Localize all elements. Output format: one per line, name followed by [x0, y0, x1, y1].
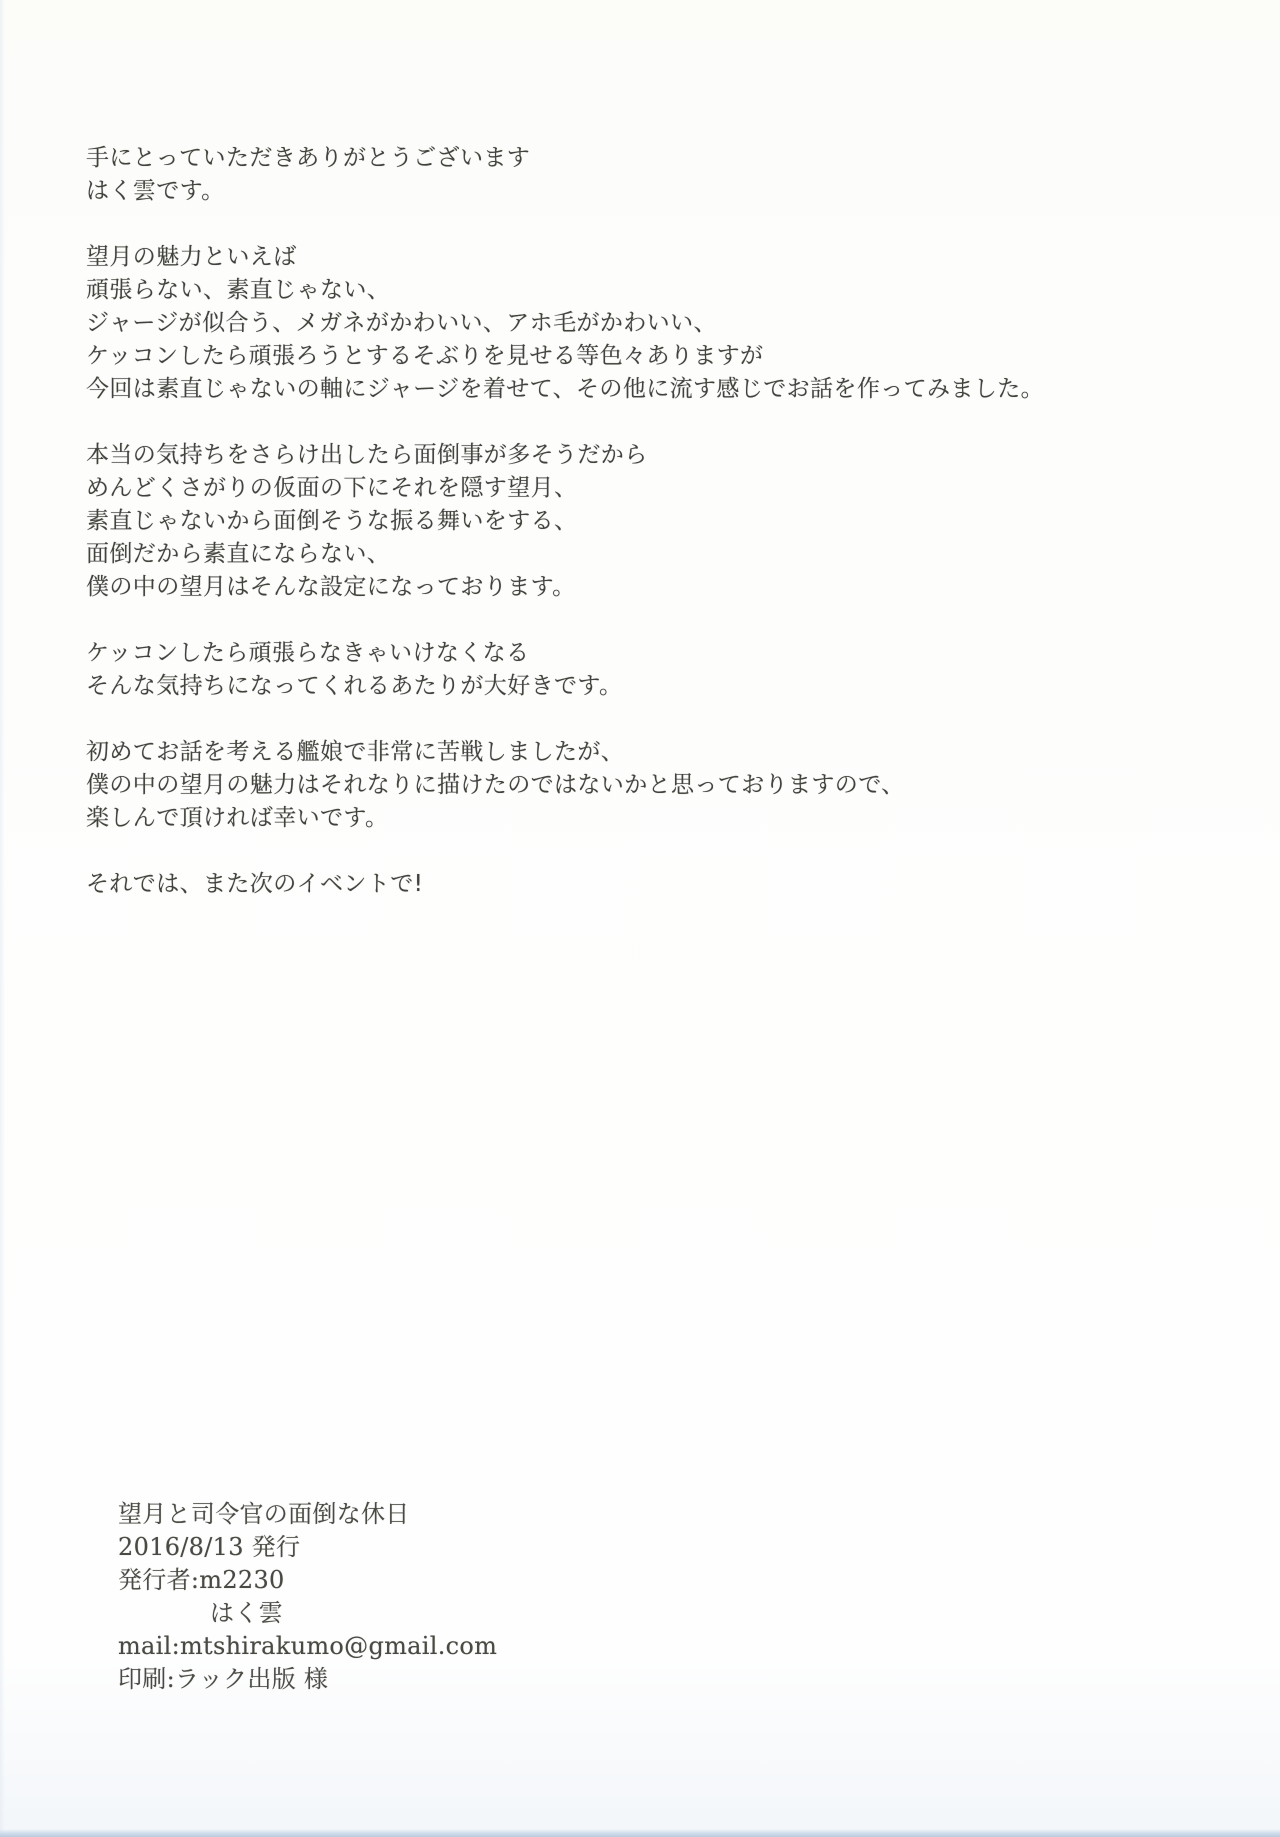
colophon-mail: mail:mtshirakumo@gmail.com: [118, 1632, 498, 1660]
afterword-line: ケッコンしたら頑張らなきゃいけなくなる: [86, 640, 530, 666]
afterword-line: 今回は素直じゃないの軸にジャージを着せて、その他に流す感じでお話を作ってみました。: [86, 376, 1045, 402]
afterword-paragraph: [86, 439, 1196, 604]
colophon-publisher: 発行者:m2230: [118, 1566, 285, 1594]
afterword-line: 頑張らない、素直じゃない、: [86, 277, 391, 303]
afterword-paragraph: [86, 868, 1196, 901]
afterword-line: そんな気持ちになってくれるあたりが大好きです。: [86, 673, 623, 699]
colophon-printer: 印刷:ラック出版 様: [118, 1665, 329, 1693]
afterword-line: 素直じゃないから面倒そうな振る舞いをする、: [86, 508, 578, 534]
afterword-line: ケッコンしたら頑張ろうとするそぶりを見せる等色々ありますが: [86, 343, 764, 369]
afterword-paragraph: [86, 637, 1196, 703]
afterword-line: 楽しんで頂ければ幸いです。: [86, 805, 389, 831]
afterword-paragraph: [86, 142, 1196, 208]
afterword-line: 望月の魅力といえば: [86, 244, 297, 270]
afterword-line: 手にとっていただきありがとうございます: [86, 145, 531, 171]
colophon-circle-name: はく雲: [210, 1599, 283, 1627]
afterword-line: 初めてお話を考える艦娘で非常に苦戦しましたが、: [86, 739, 625, 765]
afterword-line: めんどくさがりの仮面の下にそれを隠す望月、: [86, 475, 578, 501]
afterword-line: ジャージが似合う、メガネがかわいい、アホ毛がかわいい、: [86, 310, 717, 336]
afterword-paragraph: [86, 736, 1196, 835]
colophon-title: 望月と司令官の面倒な休日: [118, 1500, 410, 1528]
scan-edge-left: [0, 0, 5, 1837]
afterword-closing-line: それでは、また次のイベントで!: [86, 871, 424, 897]
afterword-text: [86, 142, 1196, 934]
afterword-line: 僕の中の望月はそんな設定になっております。: [86, 574, 576, 600]
colophon-publication-date: 2016/8/13 発行: [118, 1533, 301, 1561]
colophon: [118, 1498, 1018, 1696]
afterword-paragraph: [86, 241, 1196, 406]
afterword-line: 面倒だから素直にならない、: [86, 541, 391, 567]
afterword-line: はく雲です。: [86, 178, 225, 204]
afterword-line: 僕の中の望月の魅力はそれなりに描けたのではないかと思っておりますので、: [86, 772, 905, 798]
scan-edge-bottom: [0, 1829, 1280, 1837]
afterword-line: 本当の気持ちをさらけ出したら面倒事が多そうだから: [86, 442, 648, 468]
